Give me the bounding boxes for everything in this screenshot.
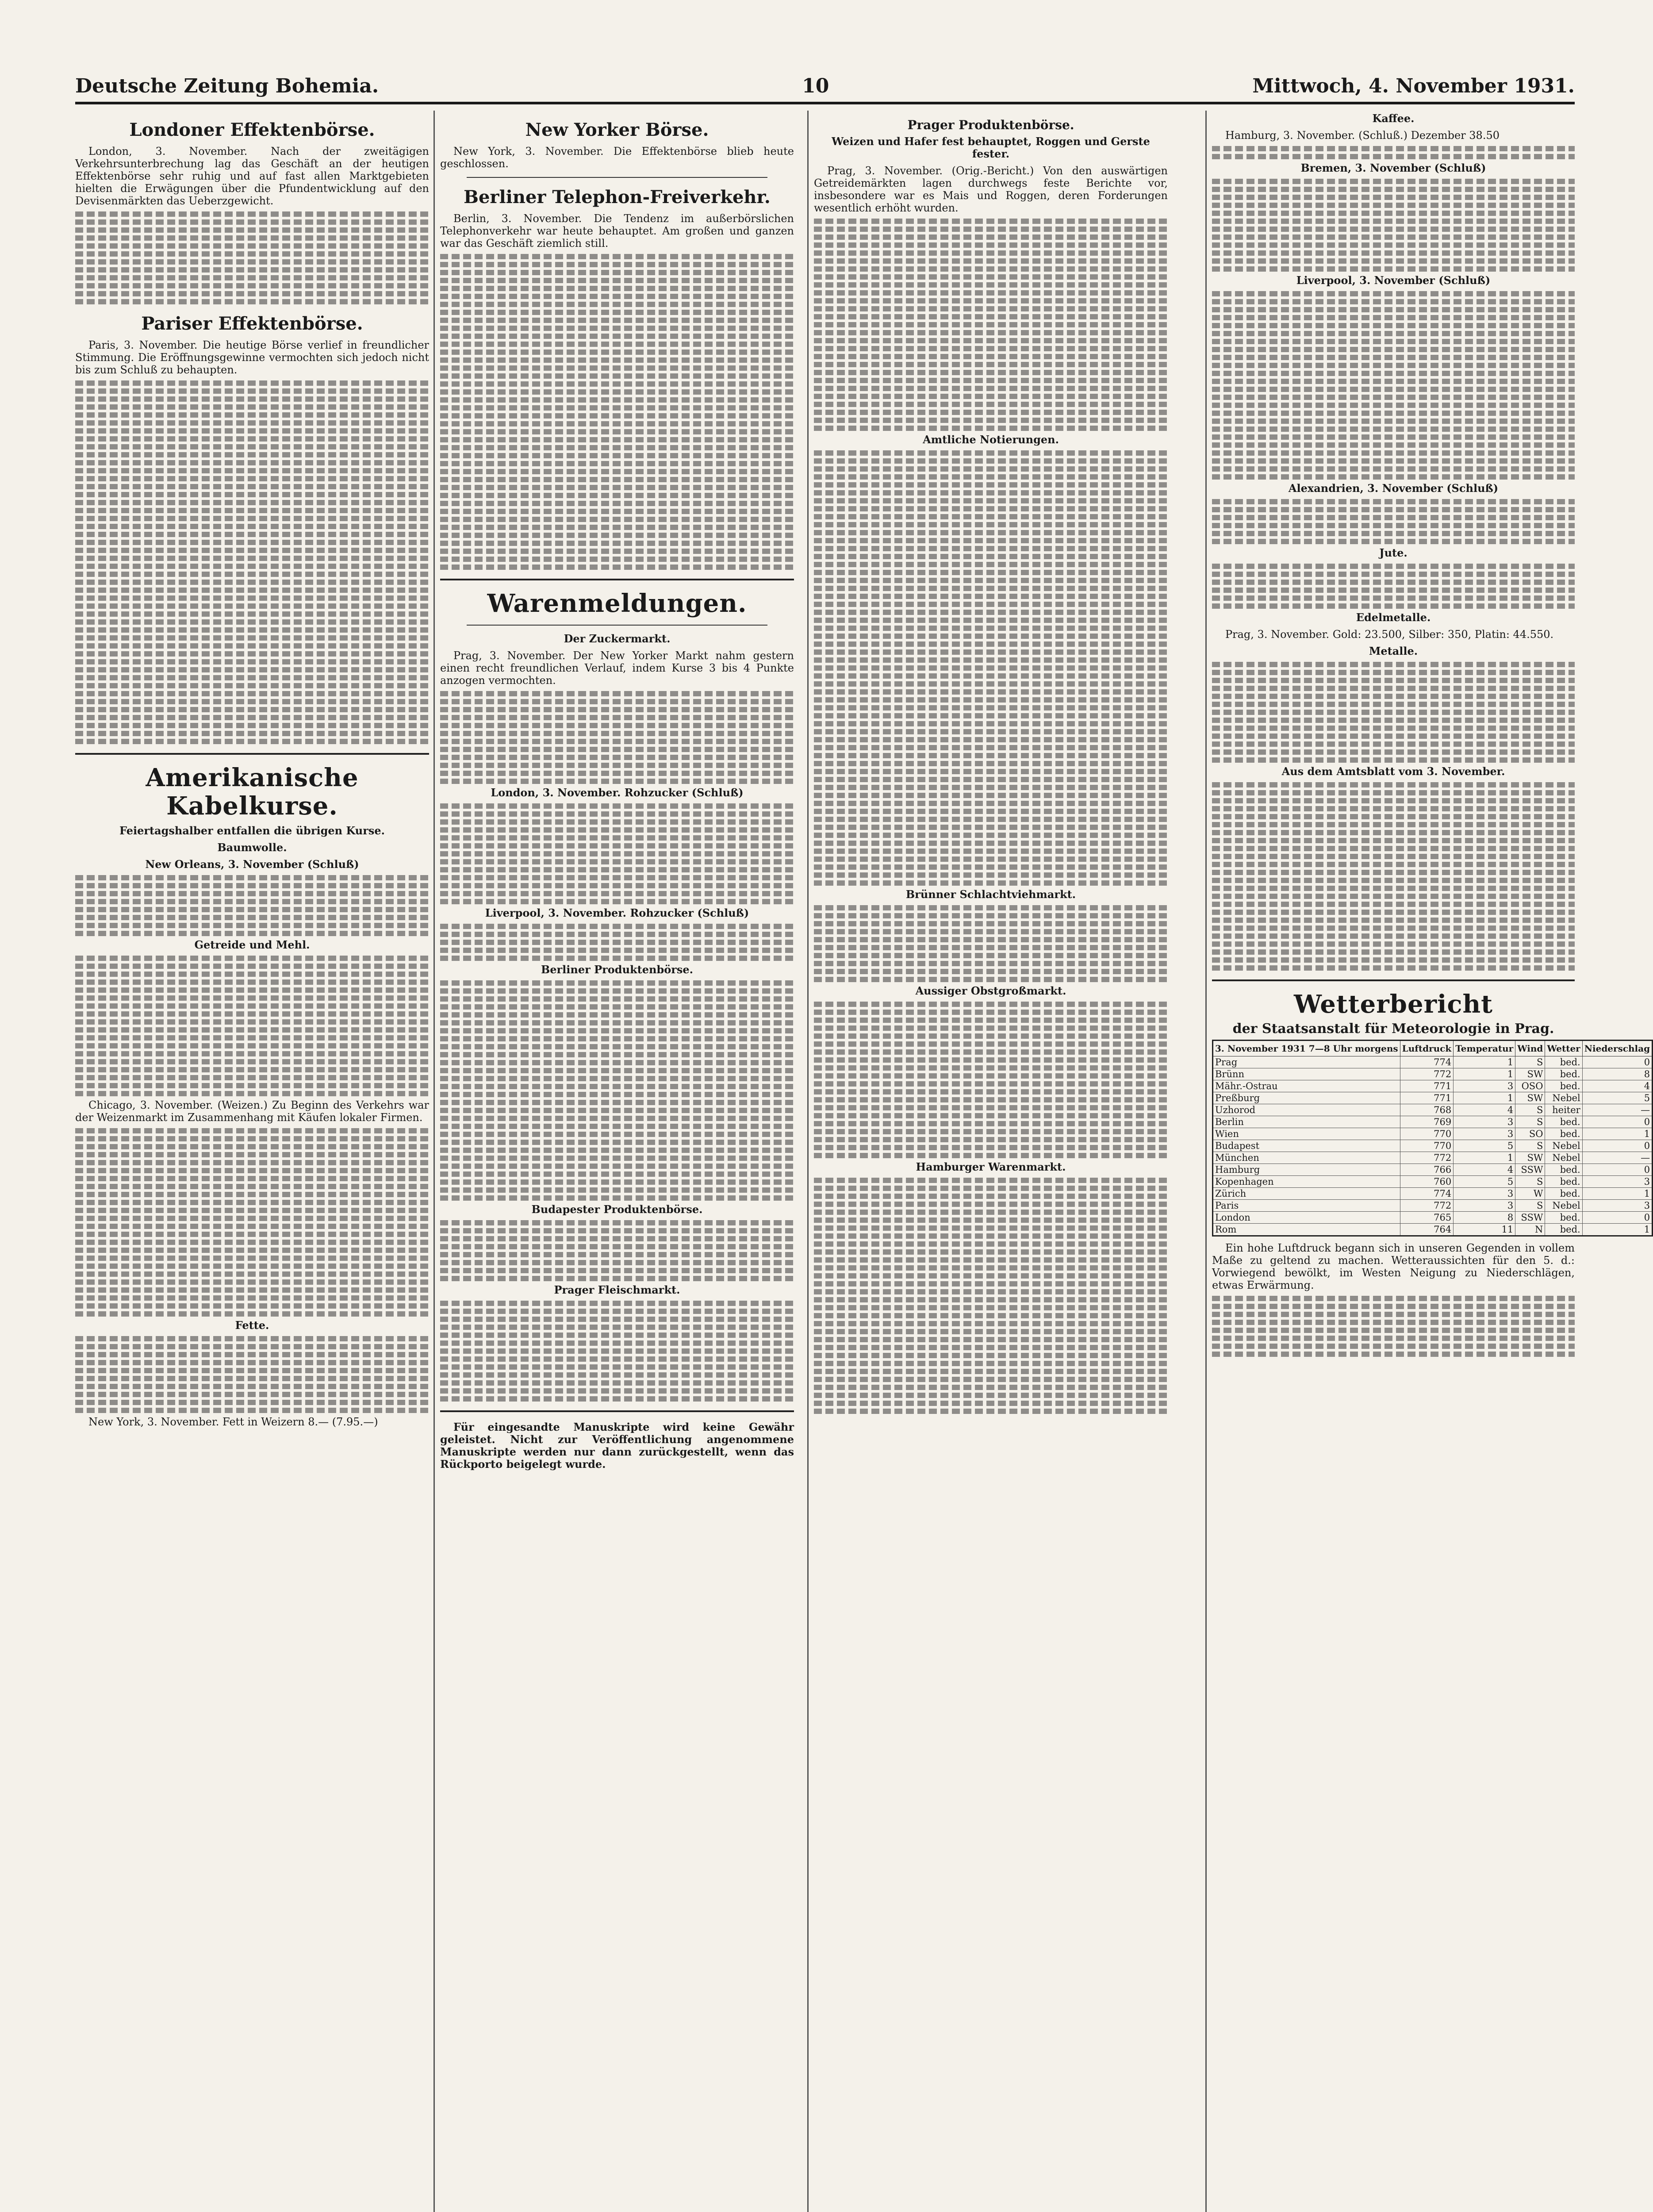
header-date: Mittwoch, 4. November 1931. (1252, 75, 1575, 97)
weather-cell: 0 (1582, 1140, 1652, 1152)
weather-cell: SO (1515, 1128, 1545, 1140)
new-orleans-line: New Orleans, 3. November (Schluß) (145, 858, 359, 871)
weather-cell: Nebel (1545, 1200, 1582, 1212)
weather-cell: Paris (1213, 1200, 1400, 1212)
table-filler (440, 924, 794, 961)
weather-row (1213, 1056, 1653, 1068)
weather-cell: Budapest (1213, 1140, 1400, 1152)
weather-cell: 3 (1454, 1128, 1515, 1140)
weather-cell: Prag (1213, 1056, 1400, 1068)
weather-cell: 769 (1400, 1116, 1454, 1128)
prager-prod-heading: Prager Produktenbörse. (907, 118, 1074, 132)
rule (467, 625, 767, 626)
weather-cell: OSO (1515, 1080, 1545, 1092)
text-filler (440, 254, 794, 570)
weather-cell: 770 (1400, 1140, 1454, 1152)
amer-subheading: Feiertagshalber entfallen die übrigen Kurse. (119, 824, 385, 837)
weather-cell: 3 (1454, 1200, 1515, 1212)
weather-cell: bed. (1545, 1128, 1582, 1140)
text-filler (1212, 782, 1575, 971)
column-4 (1212, 111, 1650, 2212)
bremen-line: Bremen, 3. November (Schluß) (1300, 161, 1486, 174)
text-filler (440, 691, 794, 784)
prager-prod-subheading: Weizen und Hafer fest behauptet, Roggen und Gerste fester. (832, 135, 1150, 160)
weather-cell: 772 (1400, 1068, 1454, 1080)
weather-cell: 5 (1454, 1140, 1515, 1152)
weather-cell: 4 (1454, 1164, 1515, 1176)
weather-cell: 1 (1582, 1188, 1652, 1200)
paris-article: Paris, 3. November. Die heutige Börse verlief in freundlicher Stimmung. Die Eröffnungsgewinne vermochten sich jedoch nicht bis zum Schluß zu behaupten. (75, 339, 429, 376)
weather-cell: 766 (1400, 1164, 1454, 1176)
text-filler (814, 219, 1168, 431)
metalle-heading: Metalle. (1369, 645, 1418, 657)
text-filler (814, 905, 1168, 982)
weather-cell: 772 (1400, 1152, 1454, 1164)
weather-cell: 764 (1400, 1224, 1454, 1236)
weather-cell: — (1582, 1152, 1652, 1164)
weather-cell: Nebel (1545, 1092, 1582, 1104)
weather-cell: N (1515, 1224, 1545, 1236)
section-rule (75, 753, 429, 755)
weather-cell: bed. (1545, 1224, 1582, 1236)
weather-body (1213, 1056, 1653, 1236)
weather-row (1213, 1080, 1653, 1092)
weather-cell: Kopenhagen (1213, 1176, 1400, 1188)
weather-cell: S (1515, 1104, 1545, 1116)
page-number: 10 (802, 75, 829, 97)
weather-row (1213, 1068, 1653, 1080)
weather-cell: 765 (1400, 1212, 1454, 1224)
weather-cell: 774 (1400, 1056, 1454, 1068)
weather-cell: 8 (1454, 1212, 1515, 1224)
ny-article: New York, 3. November. Die Effektenbörse blieb heute geschlossen. (440, 145, 794, 170)
jute-heading: Jute. (1379, 546, 1408, 559)
weather-cell: bed. (1545, 1176, 1582, 1188)
text-filler (440, 980, 794, 1201)
weather-col-header: Wind (1515, 1041, 1545, 1056)
budapest-prod-heading: Budapester Produktenbörse. (531, 1203, 703, 1216)
weather-row (1213, 1224, 1653, 1236)
text-filler (75, 956, 429, 1096)
weather-cell: bed. (1545, 1188, 1582, 1200)
weather-cell: 3 (1454, 1080, 1515, 1092)
table-filler (814, 450, 1168, 886)
text-filler (75, 1128, 429, 1317)
section-rule (440, 1410, 794, 1412)
text-filler (440, 1301, 794, 1402)
manuscript-notice: Für eingesandte Manuskripte wird keine Gewähr geleistet. Nicht zur Veröffentlichung angenommene Manuskripte werden nur dann zurückgestellt, wenn das Rückporto beigelegt wurde. (440, 1421, 794, 1471)
paris-heading: Pariser Effektenbörse. (141, 313, 363, 334)
weather-cell: 3 (1454, 1116, 1515, 1128)
alexandrien-line: Alexandrien, 3. November (Schluß) (1288, 482, 1499, 495)
weather-table (1212, 1040, 1653, 1237)
weather-cell: Preßburg (1213, 1092, 1400, 1104)
weather-cell: SW (1515, 1092, 1545, 1104)
weather-col-header: Luftdruck (1400, 1041, 1454, 1056)
weather-row (1213, 1140, 1653, 1152)
rule (467, 177, 767, 178)
amtliche-heading: Amtliche Notierungen. (923, 433, 1059, 446)
text-filler (75, 1336, 429, 1413)
weather-cell: SSW (1515, 1164, 1545, 1176)
weather-cell: bed. (1545, 1116, 1582, 1128)
kaffee-heading: Kaffee. (1372, 112, 1415, 125)
weather-cell: SW (1515, 1068, 1545, 1080)
weather-cell: 772 (1400, 1200, 1454, 1212)
london-zucker-line: London, 3. November. Rohzucker (Schluß) (491, 786, 744, 799)
table-filler (1212, 499, 1575, 544)
weather-cell: 4 (1454, 1104, 1515, 1116)
weather-cell: 774 (1400, 1188, 1454, 1200)
weather-cell: S (1515, 1056, 1545, 1068)
weather-row (1213, 1152, 1653, 1164)
weather-cell: 0 (1582, 1116, 1652, 1128)
header-left: Deutsche Zeitung Bohemia. (75, 75, 379, 97)
weather-cell: 11 (1454, 1224, 1515, 1236)
text-filler (75, 380, 429, 744)
weather-cell: Brünn (1213, 1068, 1400, 1080)
weather-cell: 8 (1582, 1068, 1652, 1080)
edelmetalle-text: Prag, 3. November. Gold: 23.500, Silber: 350, Platin: 44.550. (1225, 628, 1554, 641)
berlin-heading: Berliner Telephon-Freiverkehr. (464, 187, 771, 207)
berliner-prod-heading: Berliner Produktenbörse. (541, 963, 694, 976)
fette-heading: Fette. (235, 1319, 269, 1332)
weather-cell: Nebel (1545, 1140, 1582, 1152)
weather-cell: 1 (1454, 1092, 1515, 1104)
getreide-heading: Getreide und Mehl. (194, 938, 310, 951)
wetter-text: Ein hohe Luftdruck begann sich in unseren Gegenden in vollem Maße zu geltend zu machen. Wetteraussichten für den 5. d.: Vorwiegend bewölkt, im Westen Neigung zu Niederschlägen, etwas Erwärmung. (1212, 1242, 1575, 1291)
weather-cell: Rom (1213, 1224, 1400, 1236)
weather-cell: 4 (1582, 1080, 1652, 1092)
prager-prod-article: Prag, 3. November. (Orig.-Bericht.) Von den auswärtigen Getreidemärkten lagen durchwegs feste Berichte vor, insbesondere war es Mais und Roggen, deren Forderungen wesentlich erhöht wurden. (814, 165, 1168, 214)
weather-col-header: Niederschlag (1582, 1041, 1652, 1056)
liverpool-zucker-line: Liverpool, 3. November. Rohzucker (Schluß) (485, 906, 749, 919)
weather-cell: SW (1515, 1152, 1545, 1164)
weather-cell: SSW (1515, 1212, 1545, 1224)
weather-cell: 1 (1582, 1224, 1652, 1236)
column-divider (1205, 111, 1207, 2212)
weather-cell: heiter (1545, 1104, 1582, 1116)
weather-cell: Wien (1213, 1128, 1400, 1140)
weather-cell: — (1582, 1104, 1652, 1116)
weather-cell: 3 (1582, 1176, 1652, 1188)
column-2 (440, 111, 794, 2212)
waren-heading: Warenmeldungen. (487, 589, 747, 618)
baumwolle-heading: Baumwolle. (217, 841, 287, 854)
weather-cell: München (1213, 1152, 1400, 1164)
weather-cell: 771 (1400, 1092, 1454, 1104)
weather-col-header: Temperatur (1454, 1041, 1515, 1056)
weather-cell: 770 (1400, 1128, 1454, 1140)
weather-cell: S (1515, 1140, 1545, 1152)
table-filler (1212, 179, 1575, 272)
section-rule (440, 579, 794, 580)
weather-cell: bed. (1545, 1080, 1582, 1092)
weather-cell: 5 (1454, 1176, 1515, 1188)
weather-cell: 0 (1582, 1164, 1652, 1176)
weather-cell: bed. (1545, 1056, 1582, 1068)
aussiger-heading: Aussiger Obstgroßmarkt. (915, 984, 1066, 997)
weather-row (1213, 1116, 1653, 1128)
weather-row (1213, 1200, 1653, 1212)
weather-cell: 1 (1454, 1056, 1515, 1068)
weather-cell: Zürich (1213, 1188, 1400, 1200)
page-header (75, 66, 1575, 97)
weather-cell: 768 (1400, 1104, 1454, 1116)
weather-row (1213, 1104, 1653, 1116)
weather-cell: 1 (1582, 1128, 1652, 1140)
section-rule (1212, 979, 1575, 981)
weather-row (1213, 1164, 1653, 1176)
weather-cell: S (1515, 1116, 1545, 1128)
weather-cell: 3 (1454, 1188, 1515, 1200)
london-article: London, 3. November. Nach der zweitägigen Verkehrsunterbrechung lag das Geschäft an der heutigen Effektenbörse sehr ruhig und auf fast allen Marktgebieten hielten die Erwägungen über die Pfundentwicklung auf den Devisenmärkten das Ueberzgewicht. (75, 145, 429, 207)
berlin-article: Berlin, 3. November. Die Tendenz im außerbörslichen Telephonverkehr war heute behauptet. Am großen und ganzen war das Geschäft ziemlich still. (440, 212, 794, 250)
text-filler (75, 211, 429, 304)
weather-cell: W (1515, 1188, 1545, 1200)
chicago-article: Chicago, 3. November. (Weizen.) Zu Beginn des Verkehrs war der Weizenmarkt im Zusammenhang mit Käufen lokaler Firmen. (75, 1099, 429, 1124)
edelmetalle-heading: Edelmetalle. (1356, 611, 1431, 624)
weather-cell: 760 (1400, 1176, 1454, 1188)
weather-row (1213, 1212, 1653, 1224)
amer-heading: Amerikanische Kabelkurse. (146, 763, 359, 821)
weather-row (1213, 1092, 1653, 1104)
weather-cell: S (1515, 1176, 1545, 1188)
newyork-fett: New York, 3. November. Fett in Weizern 8.— (7.95.—) (88, 1416, 378, 1428)
weather-row (1213, 1128, 1653, 1140)
header-rule (75, 102, 1575, 104)
weather-cell: Nebel (1545, 1152, 1582, 1164)
bruenn-heading: Brünner Schlachtviehmarkt. (905, 888, 1076, 901)
text-filler (1212, 662, 1575, 763)
london-heading: Londoner Effektenbörse. (129, 119, 375, 140)
weather-col-header: 3. November 1931 7—8 Uhr morgens (1213, 1041, 1400, 1056)
wetter-subheading: der Staatsanstalt für Meteorologie in Prag. (1232, 1021, 1554, 1037)
column-divider (433, 111, 435, 2212)
weather-row (1213, 1176, 1653, 1188)
weather-col-header: Wetter (1545, 1041, 1582, 1056)
weather-cell: Berlin (1213, 1116, 1400, 1128)
weather-cell: 0 (1582, 1056, 1652, 1068)
weather-cell: 5 (1582, 1092, 1652, 1104)
weather-cell: 1 (1454, 1152, 1515, 1164)
zucker-article: Prag, 3. November. Der New Yorker Markt nahm gestern einen recht freundlichen Verlauf, indem Kurse 3 bis 4 Punkte anzogen vermochten. (440, 649, 794, 687)
weather-cell: 3 (1582, 1200, 1652, 1212)
column-1 (75, 111, 429, 2212)
weather-cell: London (1213, 1212, 1400, 1224)
weather-cell: Mähr.-Ostrau (1213, 1080, 1400, 1092)
amtsblatt-heading: Aus dem Amtsblatt vom 3. November. (1281, 765, 1505, 778)
weather-header-row (1213, 1041, 1653, 1056)
text-filler (1212, 564, 1575, 609)
weather-cell: bed. (1545, 1212, 1582, 1224)
weather-cell: 0 (1582, 1212, 1652, 1224)
column-3 (814, 111, 1168, 2212)
table-filler (1212, 291, 1575, 480)
hamburger-heading: Hamburger Warenmarkt. (916, 1160, 1066, 1173)
weather-row (1213, 1188, 1653, 1200)
text-filler (1212, 146, 1575, 159)
weather-cell: 771 (1400, 1080, 1454, 1092)
text-filler (1212, 1296, 1575, 1357)
text-filler (75, 875, 429, 936)
weather-cell: Uzhorod (1213, 1104, 1400, 1116)
weather-cell: bed. (1545, 1164, 1582, 1176)
prager-fleisch-heading: Prager Fleischmarkt. (554, 1283, 680, 1296)
zucker-heading: Der Zuckermarkt. (564, 632, 671, 645)
weather-cell: Hamburg (1213, 1164, 1400, 1176)
liverpool-bw-line: Liverpool, 3. November (Schluß) (1296, 274, 1491, 287)
hamburg-kaffee: Hamburg, 3. November. (Schluß.) Dezember 38.50 (1225, 129, 1500, 142)
weather-cell: bed. (1545, 1068, 1582, 1080)
weather-cell: 1 (1454, 1068, 1515, 1080)
text-filler (814, 1002, 1168, 1158)
table-filler (440, 803, 794, 904)
ny-heading: New Yorker Börse. (525, 119, 709, 140)
text-filler (440, 1220, 794, 1281)
column-divider (807, 111, 809, 2212)
text-filler (814, 1178, 1168, 1414)
wetter-heading: Wetterbericht (1293, 990, 1493, 1019)
weather-cell: S (1515, 1200, 1545, 1212)
